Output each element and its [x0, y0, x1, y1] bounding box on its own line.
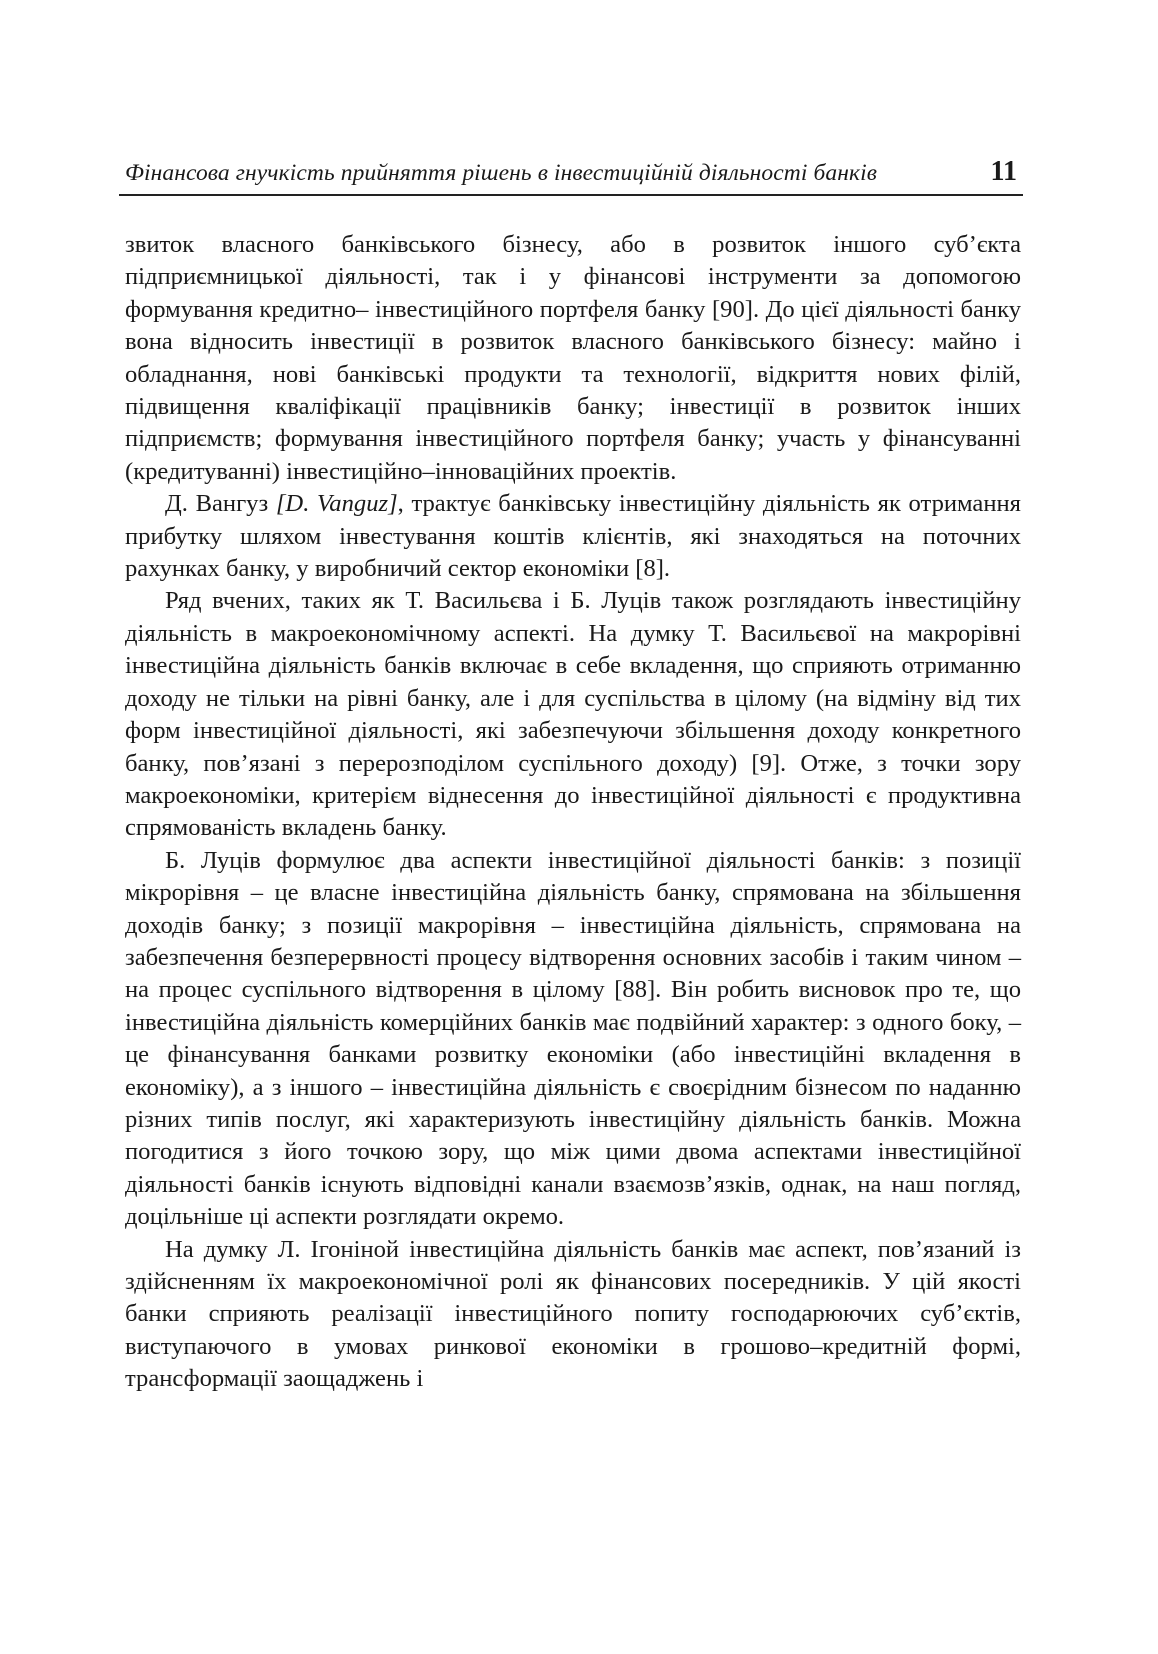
- paragraph-rest: , трактує банківську інвестиційну діяльність як отримання прибутку шляхом інвестування коштів клієнтів, які знаходяться на поточних рахунках банку, у виробничий сектор економіки [8].: [125, 490, 1021, 583]
- paragraph-vasylieva: Ряд вчених, таких як Т. Васильєва і Б. Луців також розглядають інвестиційну діяльність в макроекономічному аспекті. На думку Т. Васильєвої на макрорівні інвестиційна діяльність банків включає в себе вкладення, що сприяють отриманню доходу не тільки на рівні банку, але і для суспільства в цілому (на відміну від тих форм інвестиційної діяльності, які забезпечуючи збільшення доходу конкретного банку, пов’язані з перерозподілом суспільного доходу) [9]. Отже, з точки зору макроекономіки, критерієм віднесення до інвестиційної діяльності є продуктивна спрямованість вкладень банку.: [125, 587, 1021, 842]
- paragraph-lutsiv: Б. Луців формулює два аспекти інвестиційної діяльності банків: з позиції мікрорівня – це власне інвестиційна діяльність банку, спрямована на збільшення доходів банку; з позиції макрорівня – інвестиційна діяльність, спрямована на забезпечення безперервності процесу відтворення основних засобів і таким чином – на процес суспільного відтворення в цілому [88]. Він робить висновок про те, що інвестиційна діяльність комерційних банків має подвійний характер: з одного боку, – це фінансування банками розвитку економіки (або інвестиційні вкладення в економіку), а з іншого – інвестиційна діяльність є своєрідним бізнесом по наданню різних типів послуг, які характеризують інвестиційну діяльність банків. Можна погодитися з його точкою зору, що між цими двома аспектами інвестиційної діяльності банків існують відповідні канали взаємозв’язків, однак, на наш погляд, доцільніше ці аспекти розглядати окремо.: [125, 846, 1021, 1231]
- running-title: Фінансова гнучкість прийняття рішень в інвестиційній діяльності банків: [125, 160, 878, 186]
- paragraph-igonina: На думку Л. Ігоніной інвестиційна діяльність банків має аспект, пов’язаний із здійсненням їх макроекономічної ролі як фінансових посередників. У цій якості банки сприяють реалізації інвестиційного попиту господарюючих суб’єктів, виступаючого в умовах ринкової економіки в грошово–кредитній формі, трансформації заощаджень і: [125, 1235, 1021, 1393]
- running-header: [119, 158, 1023, 196]
- paragraph-vanguz: [125, 488, 1021, 585]
- page-number: 11: [990, 156, 1017, 187]
- paragraph-continuation: звиток власного банківського бізнесу, або в розвиток іншого суб’єкта підприємницької діяльності, так і у фінансові інструменти за допомогою формування кредитно– інвестиційного портфеля банку [90]. До цієї діяльності банку вона відносить інвестиції в розвиток власного банківського бізнесу: майно і обладнання, нові банківські продукти та технології, відкриття нових філій, підвищення кваліфікації працівників банку; інвестиції в розвиток інших підприємств; формування інвестиційного портфеля банку; участь у фінансуванні (кредитуванні) інвестиційно–інноваційних проектів.: [125, 231, 1021, 485]
- paragraph-lead: Д. Вангуз: [165, 490, 276, 518]
- italic-citation: [D. Vanguz]: [275, 490, 398, 518]
- body-text: [125, 229, 1021, 1396]
